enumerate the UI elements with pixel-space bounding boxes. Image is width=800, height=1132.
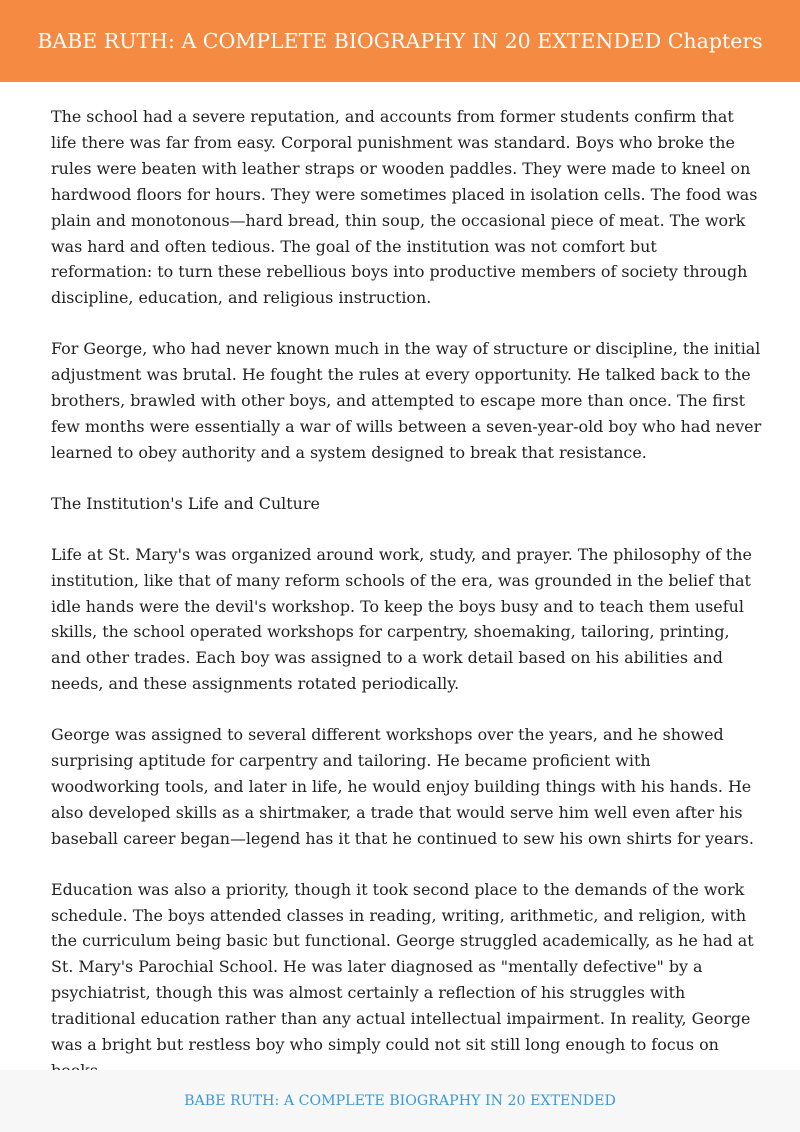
header-title: BABE RUTH: A COMPLETE BIOGRAPHY IN 20 EXTENDED Chapters: [37, 29, 763, 53]
section-heading: The Institution's Life and Culture: [51, 493, 320, 513]
paragraph-1: The school had a severe reputation, and accounts from former students confirm that life there was far from easy. Corporal punishment was standard. Boys who broke the rules were beaten with leather straps or wooden paddles. They were made to kneel on hardwood floors for hours. They were sometimes placed in isolation cells. The food was plain and monotonous—hard bread, thin soup, the occasional piece of meat. The work was hard and often tedious. The goal of the institution was not comfort but reformation: to turn these rebellious boys into productive members of society through discipline, education, and religious instruction.: [51, 107, 758, 308]
paragraph-3: Life at St. Mary's was organized around work, study, and prayer. The philosophy of the institution, like that of many reform schools of the era, was grounded in the belief that idle hands were the devil's workshop. To keep the boys busy and to teach them useful skills, the school operated workshops for carpentry, shoemaking, tailoring, printing, and other trades. Each boy was assigned to a work detail based on his abilities and needs, and these assignments rotated periodically.: [51, 544, 752, 694]
footer-text: BABE RUTH: A COMPLETE BIOGRAPHY IN 20 EXTENDED: [184, 1093, 616, 1109]
paragraph-2: For George, who had never known much in the way of structure or discipline, the initial adjustment was brutal. He fought the rules at every opportunity. He talked back to the brothers, brawled with other boys, and attempted to escape more than once. The first few months were essentially a war of wills between a seven-year-old boy who had never learned to obey authority and a system designed to break that resistance.: [51, 339, 762, 462]
page-footer: [0, 1070, 800, 1132]
page-header: [0, 0, 800, 82]
document-body: [51, 104, 763, 1109]
paragraph-5: Education was also a priority, though it took second place to the demands of the work schedule. The boys attended classes in reading, writing, arithmetic, and religion, with the curriculum being basic but functional. George struggled academically, as he had at St. Mary's Parochial School. He was later diagnosed as "mentally defective" by a psychiatrist, though this was almost certainly a reflection of his struggles with traditional education rather than any actual intellectual impairment. In reality, George was a bright but restless boy who simply could not sit still long enough to focus on: [51, 879, 754, 1055]
paragraph-4: George was assigned to several different workshops over the years, and he showed surprising aptitude for carpentry and tailoring. He became proficient with woodworking tools, and later in life, he would enjoy building things with his hands. He also developed skills as a shirtmaker, a trade that would serve him well even after his baseball career began—legend has it that he continued to sew his own shirts for years.: [51, 725, 754, 848]
